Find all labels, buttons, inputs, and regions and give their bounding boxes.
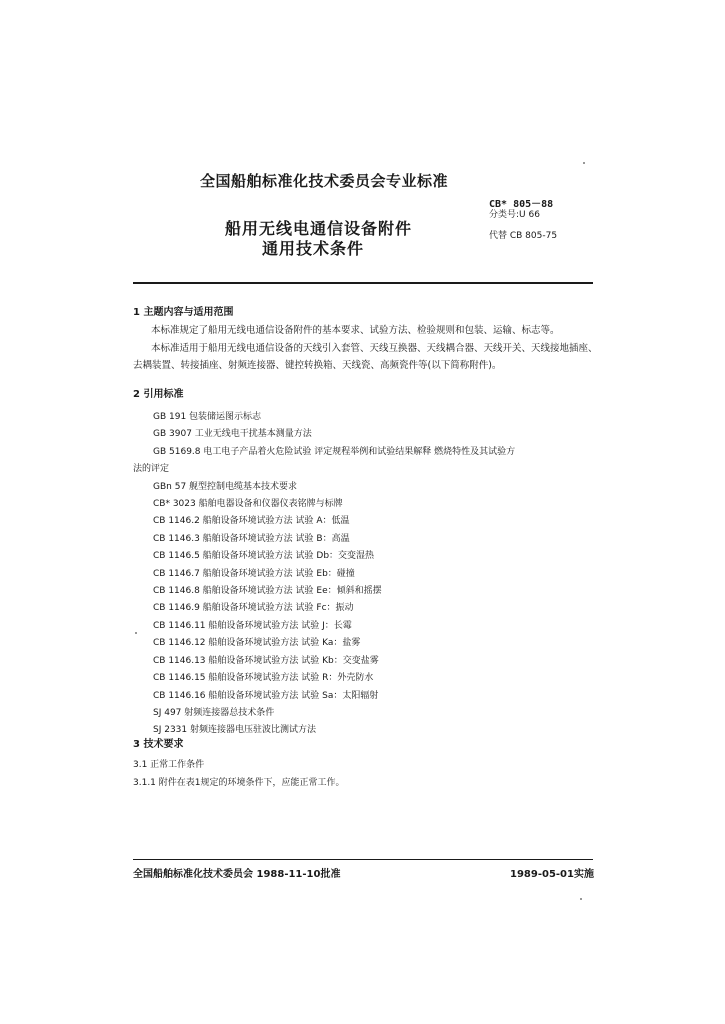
document-title-line2: 通用技术条件 bbox=[262, 239, 365, 258]
approval-info: 全国船舶标准化技术委员会 1988-11-10批准 bbox=[133, 869, 341, 880]
reference-item: CB 1146.12 船舶设备环境试验方法 试验 Ka：盐雾 bbox=[153, 638, 361, 649]
reference-item: CB 1146.7 船舶设备环境试验方法 试验 Eb：碰撞 bbox=[153, 568, 355, 579]
section-1-heading: 1 主题内容与适用范围 bbox=[133, 307, 234, 318]
implementation-date: 1989-05-01实施 bbox=[510, 869, 594, 880]
reference-item: GB 5169.8 电工电子产品着火危险试验 评定规程举例和试验结果解释 燃烧特性及其试验方 bbox=[153, 446, 516, 457]
reference-item: GB 191 包装储运图示标志 bbox=[153, 412, 262, 422]
reference-item: GBn 57 舰型控制电缆基本技术要求 bbox=[153, 481, 298, 492]
reference-list bbox=[133, 409, 516, 740]
reference-item: CB 1146.2 船舶设备环境试验方法 试验 A：低温 bbox=[153, 516, 350, 527]
header-divider bbox=[133, 282, 593, 284]
section-2-heading: 2 引用标准 bbox=[133, 389, 184, 400]
section-1-paragraph-2: 本标准适用于船用无线电通信设备的天线引入套管、天线互换器、天线耦合器、天线开关、天线接地插座、去耦装置、转接插座、射频连接器、键控转换箱、天线瓷、高频瓷件等(以下简称附件)。 bbox=[133, 343, 598, 371]
reference-item-continuation: 法的评定 bbox=[133, 464, 170, 475]
reference-item: CB 1146.13 船舶设备环境试验方法 试验 Kb：交变盐雾 bbox=[153, 655, 379, 666]
reference-item: CB 1146.15 船舶设备环境试验方法 试验 R：外壳防水 bbox=[153, 673, 374, 684]
scan-speck bbox=[580, 898, 582, 900]
reference-item: CB 1146.8 船舶设备环境试验方法 试验 Ee：倾斜和摇摆 bbox=[153, 586, 382, 597]
committee-heading: 全国船舶标准化技术委员会专业标准 bbox=[200, 172, 449, 190]
reference-item: GB 3907 工业无线电干扰基本测量方法 bbox=[153, 429, 312, 440]
standard-number: CB* 805－88 bbox=[489, 199, 554, 210]
reference-item: SJ 2331 射频连接器电压驻波比测试方法 bbox=[153, 725, 316, 736]
reference-item: CB* 3023 船舶电器设备和仪器仪表铭牌与标牌 bbox=[153, 499, 343, 510]
section-1-paragraph-1: 本标准规定了船用无线电通信设备附件的基本要求、试验方法、检验规则和包装、运输、标志等。 bbox=[151, 325, 560, 336]
reference-item: CB 1146.9 船舶设备环境试验方法 试验 Fc：振动 bbox=[153, 603, 354, 614]
document-title-line1: 船用无线电通信设备附件 bbox=[225, 219, 413, 238]
reference-item: CB 1146.3 船舶设备环境试验方法 试验 B：高温 bbox=[153, 533, 350, 544]
reference-item: CB 1146.11 船舶设备环境试验方法 试验 J：长霉 bbox=[153, 620, 352, 631]
subsection-3-1: 3.1 正常工作条件 bbox=[133, 760, 205, 770]
subsection-3-1-1: 3.1.1 附件在表1规定的环境条件下，应能正常工作。 bbox=[133, 778, 345, 788]
reference-item: CB 1146.5 船舶设备环境试验方法 试验 Db：交变湿热 bbox=[153, 551, 375, 562]
section-3-heading: 3 技术要求 bbox=[133, 739, 184, 750]
scan-speck bbox=[583, 162, 585, 164]
replaces-standard: 代替 CB 805-75 bbox=[489, 231, 558, 241]
reference-item: CB 1146.16 船舶设备环境试验方法 试验 Sa：太阳辐射 bbox=[153, 690, 379, 701]
scan-speck bbox=[135, 632, 137, 634]
classification-number: 分类号:U 66 bbox=[489, 210, 540, 220]
footer-divider bbox=[133, 859, 593, 860]
reference-item: SJ 497 射频连接器总技术条件 bbox=[153, 707, 275, 718]
